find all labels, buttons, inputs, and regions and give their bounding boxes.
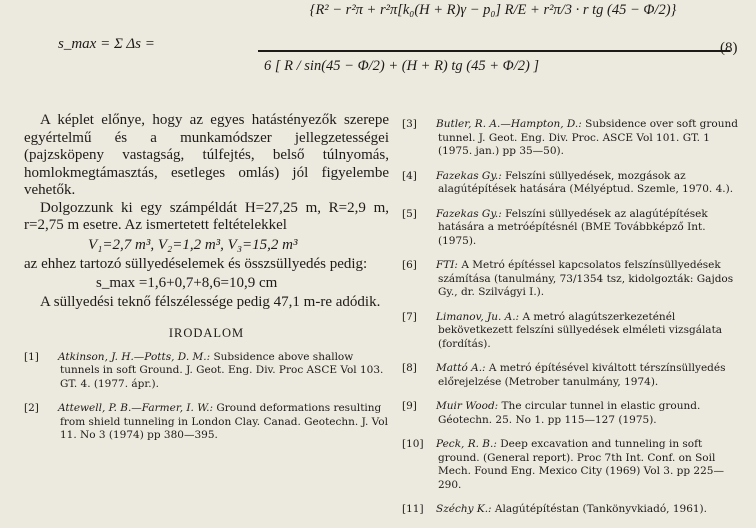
body-paragraph-2: Dolgozzunk ki egy számpéldát H=27,25 m, R=2,9 m, r=2,75 m esetre. Az ismertetett feltételekkel (24, 199, 389, 233)
reference-item: [7] Limanov, Ju. A.: A metró alagútszerkezeténél bekövetkezett felszíni süllyedések elméleti vizsgálata (fordítás). (402, 310, 723, 350)
equation-denominator: 6 [ R / sin(45 − Φ/2) + (H + R) tg (45 + Φ/2) ] (264, 58, 540, 74)
reference-item: [1] Atkinson, J. H.—Potts, D. M.: Subsidence above shallow tunnels in soft Ground. J. Geot. Eng. Div. Proc ASCE Vol 103. GT. 4. (1977. ápr.). (24, 350, 384, 390)
right-column (402, 118, 747, 528)
body-paragraph-4: A süllyedési teknő félszélessége pedig 47,1 m-re adódik. (40, 294, 381, 310)
body-paragraph-3: az ehhez tartozó süllyedéselemek és összsüllyedés pedig: (24, 255, 368, 272)
reference-item: [3] Butler, R. A.—Hampton, D.: Subsidence over soft ground tunnel. J. Geot. Eng. Div. Proc. ASCE Vol 101. GT. 1 (1975. jan.) pp 35—50). (402, 118, 738, 157)
equation-fraction (258, 0, 728, 108)
equation-number: (8) (720, 40, 738, 56)
reference-item: [2] Attewell, P. B.—Farmer, I. W.: Ground deformations resulting from shield tunneling in London Clay. Canad. Geotechn. J. Vol 11. No 3 (1974) pp 380—395. (24, 402, 388, 441)
equation-numerator: {R² − r²π + r²π[k₀(H + R)γ − p₀] R/E + r²π/3 · r tg (45 − Φ/2)} (309, 2, 677, 18)
reference-item: [5] Fazekas Gy.: Felszíni süllyedések az alagútépítések hatására a metróépítésnél (BME Továbbképző Int. (1975). (402, 207, 708, 247)
volumes-line: V₁=2,7 m³, V₂=1,2 m³, V₃=15,2 m³ (88, 236, 298, 253)
reference-item: [10] Peck, R. B.: Deep excavation and tunneling in soft ground. (General report). Proc 7th Int. Conf. on Soil Mech. Found Eng. Mexico City (1969) Vol 3. pp 225—290. (402, 438, 724, 491)
equation-8 (0, 0, 756, 108)
body-paragraph-1: A képlet előnye, hogy az egyes hatástényezők szerepe egyértelmű és a munkamódszer jellegzetességei (pajzsköpeny vastagság, túlfejtés, belső túlnyomás, homlokmegtámasztás, esetleges omlás) jól figyelembe vehetők. (24, 112, 389, 198)
reference-item: [6] FTI: A Metró építéssel kapcsolatos felszínsüllyedések számítása (tanulmány, 73/1354 tsz, kidolgozták: Gajdos Gy., dr. Szilvágyi I.). (402, 259, 734, 298)
reference-item: [4] Fazekas Gy.: Felszíni süllyedések, mozgások az alagútépítések hatására (Mélyéptud. Szemle, 1970. 4.). (402, 169, 734, 195)
reference-item: [8] Mattó A.: A metró építésével kiváltott térszínsüllyedés előrejelzése (Metrober tanulmány, 1974). (402, 362, 726, 388)
references-heading: IRODALOM (168, 325, 245, 340)
reference-item: [11] Széchy K.: Alagútépítéstan (Tankönyvkiadó, 1961). (402, 503, 707, 515)
equation-lhs: s_max = Σ Δs = (58, 36, 155, 52)
left-column (24, 112, 389, 454)
fraction-bar (258, 50, 730, 52)
smax-result-line: s_max =1,6+0,7+8,6=10,9 cm (96, 275, 278, 291)
reference-item: [9] Muir Wood: The circular tunnel in elastic ground. Géotechn. 25. No 1. pp 115—127 (1975). (402, 400, 701, 426)
